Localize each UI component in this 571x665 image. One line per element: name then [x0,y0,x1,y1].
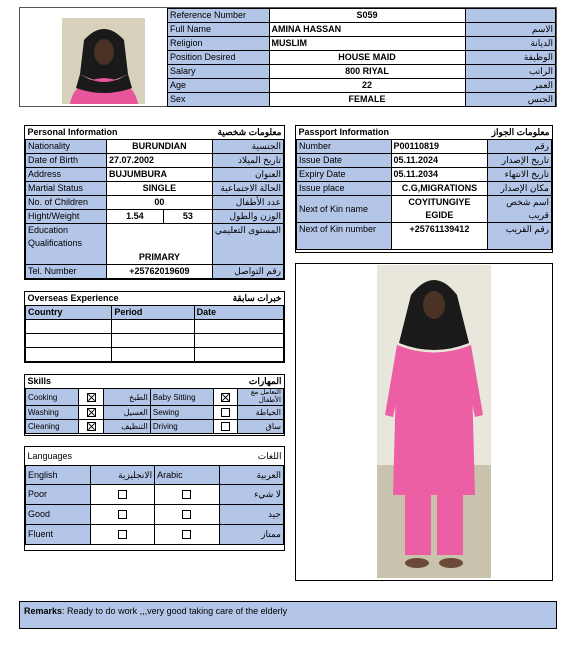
header-label: Age [168,79,270,93]
field-label: Tel. Number [26,265,107,279]
field-label: Next of Kin name [297,196,392,223]
arabic-label: Arabic [155,466,219,485]
field-label: Issue Date [297,154,392,168]
skill-driving-checkbox[interactable] [221,422,230,431]
field-label: Address [26,168,107,182]
skill-cooking-checkbox[interactable] [87,393,96,402]
skills-section [24,374,285,436]
passport-row [297,182,552,196]
header-row [168,93,556,107]
skill-cooking-label: Cooking [26,389,79,406]
skill-babysitting-checkbox[interactable] [221,393,230,402]
issue-date-value: 05.11.2024 [391,154,488,168]
level-arabic: جيد [219,505,283,525]
field-label: Number [297,140,392,154]
skill-cleaning-label: Cleaning [26,420,79,434]
table-row [26,320,284,334]
field-label: Expiry Date [297,168,392,182]
table-row [26,348,284,362]
english-poor-checkbox[interactable] [118,490,127,499]
header-label: Position Desired [168,51,270,65]
header-row [168,51,556,65]
field-label: Education Qualifications [26,224,107,265]
language-level-row [26,525,284,545]
header-label: Religion [168,37,270,51]
arabic-good-checkbox[interactable] [182,510,191,519]
address-value: BUJUMBURA [106,168,212,182]
arabic-poor-checkbox[interactable] [182,490,191,499]
marital-value: SINGLE [106,182,212,196]
column-header-date: Date [194,306,283,320]
height-value: 1.54 [106,210,163,224]
field-label: Hight/Weight [26,210,107,224]
personal-info-title-ar: معلومات شخصية [217,127,282,137]
passport-number-value: P00110819 [391,140,488,154]
reference-number-value: S059 [269,9,465,23]
skill-washing-label: Washing [26,406,79,420]
level-label: Poor [26,485,91,505]
language-level-row [26,505,284,525]
field-arabic: الحالة الاجتماعية [212,182,283,196]
personal-info-title: Personal Information [27,127,118,137]
passport-row [297,196,552,223]
column-header-period: Period [112,306,194,320]
personal-info-table [25,126,284,279]
passport-info-title-ar: معلومات الجواز [491,127,550,137]
skill-cleaning-checkbox[interactable] [87,422,96,431]
header-arabic [465,9,555,23]
skill-arabic: التنظيف [104,420,150,434]
skills-row [26,420,284,434]
field-label: Date of Birth [26,154,107,168]
field-arabic: رقم القريب [488,223,552,250]
level-label: Good [26,505,91,525]
field-arabic: مكان الإصدار [488,182,552,196]
field-label: Next of Kin number [297,223,392,250]
header-arabic: العمر [465,79,555,93]
age-value: 22 [269,79,465,93]
passport-row [297,223,552,250]
skill-arabic: الطبخ [104,389,150,406]
arabic-arabic: العربية [219,466,283,485]
languages-title-ar: اللغات [257,450,282,461]
tel-value: +25762019609 [106,265,212,279]
personal-row [26,182,284,196]
overseas-title-ar: خبرات سابقة [232,293,282,303]
remarks-text: : Ready to do work ,,,very good taking care of the elderly [62,606,288,616]
header-row [168,37,556,51]
languages-table [25,447,284,545]
education-value: PRIMARY [106,224,212,265]
skill-arabic: الخياطة [237,406,283,420]
remarks-label: Remarks [24,606,63,616]
field-label: Martial Status [26,182,107,196]
field-arabic: المستوى التعليمي [212,224,283,265]
header-table [167,8,556,107]
field-arabic: اسم شخص [506,197,549,207]
header-label: Full Name [168,23,270,37]
skill-arabic: التعامل مع الأطفال [237,389,283,406]
header-label: Reference Number [168,9,270,23]
header-label: Salary [168,65,270,79]
column-header-country: Country [26,306,112,320]
passport-info-table [296,126,552,250]
personal-row [26,154,284,168]
overseas-section [24,291,285,363]
level-arabic: لا شيء [219,485,283,505]
nationality-value: BURUNDIAN [106,140,212,154]
arabic-fluent-checkbox[interactable] [182,530,191,539]
passport-info-section [295,125,553,253]
position-value: HOUSE MAID [269,51,465,65]
field-label: Nationality [26,140,107,154]
overseas-table [25,292,284,362]
field-arabic: رقم [488,140,552,154]
passport-row [297,154,552,168]
children-value: 00 [106,196,212,210]
personal-row [26,168,284,182]
header-arabic: الجنس [465,93,555,107]
personal-row [26,140,284,154]
english-arabic: الانجليزية [90,466,155,485]
field-arabic: تاريخ الميلاد [212,154,283,168]
full-body-photo [377,265,491,578]
skills-row [26,406,284,420]
header-row [168,65,556,79]
full-body-photo-frame [295,263,553,581]
personal-row [26,196,284,210]
personal-info-section [24,125,285,280]
skill-sewing-label: Sewing [150,406,213,420]
personal-row [26,210,284,224]
salary-value: 800 RIYAL [269,65,465,79]
header-arabic: الاسم [465,23,555,37]
full-name-value: AMINA HASSAN [269,23,465,37]
header-section [19,7,557,107]
field-label: No. of Children [26,196,107,210]
skills-table [25,375,284,434]
languages-header-row [26,466,284,485]
english-good-checkbox[interactable] [118,510,127,519]
header-arabic: الوظيفة [465,51,555,65]
personal-row [26,224,284,265]
remarks-section [19,601,557,629]
field-label: Issue place [297,182,392,196]
skills-title-ar: المهارات [248,376,282,386]
level-label: Fluent [26,525,91,545]
skill-arabic: ساق [237,420,283,434]
header-arabic: الديانة [465,37,555,51]
english-label: English [26,466,91,485]
field-arabic: رقم التواصل [212,265,283,279]
skill-washing-checkbox[interactable] [87,408,96,417]
level-arabic: ممتاز [219,525,283,545]
expiry-date-value: 05.11.2034 [391,168,488,182]
passport-info-title: Passport Information [298,127,390,137]
header-label: Sex [168,93,270,107]
header-arabic: الراتب [465,65,555,79]
religion-value: MUSLIM [269,37,465,51]
skill-driving-label: Driving [150,420,213,434]
weight-value: 53 [163,210,212,224]
kin-number-value: +25761139412 [391,223,488,250]
passport-row [297,168,552,182]
kin-name-line2: EGIDE [425,210,454,220]
overseas-title: Overseas Experience [27,293,119,303]
table-row [26,334,284,348]
header-row [168,23,556,37]
skill-sewing-checkbox[interactable] [221,408,230,417]
skill-arabic: الغسيل [104,406,150,420]
field-arabic: عدد الأطفال [212,196,283,210]
personal-row [26,265,284,279]
header-row [168,9,556,23]
field-arabic: الوزن والطول [212,210,283,224]
passport-row [297,140,552,154]
english-fluent-checkbox[interactable] [118,530,127,539]
field-arabic: تاريخ الانتهاء [488,168,552,182]
field-arabic: تاريخ الإصدار [488,154,552,168]
language-level-row [26,485,284,505]
issue-place-value: C.G,MIGRATIONS [391,182,488,196]
field-arabic: العنوان [212,168,283,182]
header-row [168,79,556,93]
skills-title: Skills [27,376,52,386]
skills-row [26,389,284,406]
skill-babysitting-label: Baby Sitting [150,389,213,406]
languages-section [24,446,285,551]
field-arabic: قريب [528,210,549,220]
dob-value: 27.07.2002 [106,154,212,168]
sex-value: FEMALE [269,93,465,107]
portrait-photo [62,18,145,104]
kin-name-line1: COYITUNGIYE [408,197,471,207]
languages-title: Languages [27,450,73,461]
field-arabic: الجنسية [212,140,283,154]
